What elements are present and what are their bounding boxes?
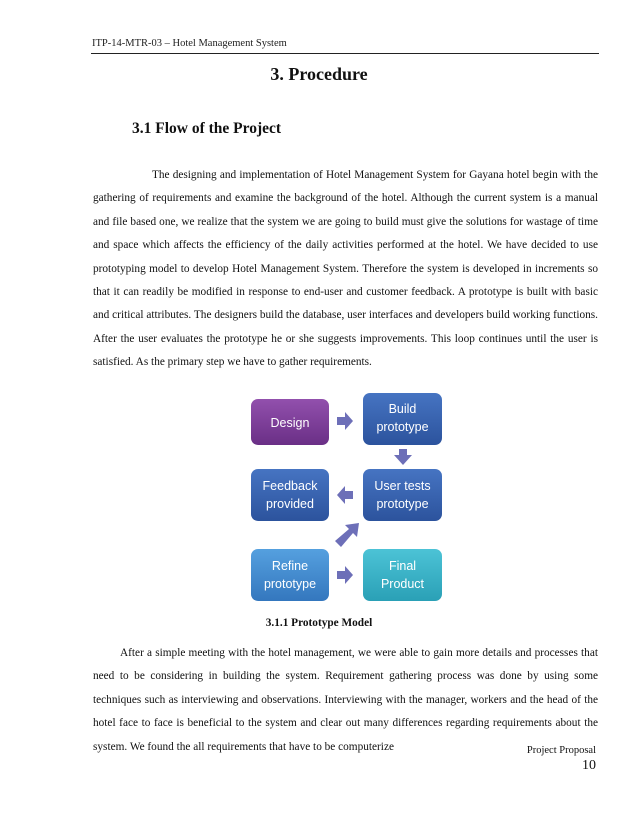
running-header: ITP-14-MTR-03 – Hotel Management System [92,38,287,49]
refine-prototype-box [251,549,329,601]
paragraph-text: The designing and implementation of Hotel Management System for Gayana hotel begin with the gathering of requirements and examine the background of the hotel. Although the current system is a manual and file based one, we realize that the system we are going to build must give the solutions for wastage of time and space which affects the efficiency of the daily activities performed at the hotel. We have decided to use prototyping model to develop Hotel Management System. Therefore the system is developed in increments so that it can readily be modified in response to end-user and customer feedback. A prototype is built with basic and critical attributes. The designers build the database, user interfaces and developers build working functions. After the user evaluates the prototype he or she suggests improvements. This loop continues until the user is satisfied. As the primary step we have to gather requirements. [93,169,598,369]
user-tests-box [363,469,442,521]
user-tests-label-line1: User tests [374,479,431,493]
final-label-line1: Final [388,559,417,573]
refine-label-line2: prototype [263,577,317,591]
paragraph-text: After a simple meeting with the hotel management, we were able to gain more details and processes that need to be considering in building the system. Requirement gathering process was done by using some techniques such as interviewing and observations. Interviewing with the manager, workers and the head of the hotel face to face is beneficial to the system and clear out many differences regarding requirements about the system. We found the all requirements that have to be computerize [93,647,598,753]
arrow-left-icon [337,486,353,504]
prototype-model-diagram [249,389,444,602]
design-label: Design [270,416,310,430]
feedback-label-line1: Feedback [262,479,318,493]
section-title: 3. Procedure [270,64,368,84]
build-label-line1: Build [388,402,417,416]
build-label-line2: prototype [376,420,429,434]
paragraph-requirements-gathering [93,642,598,759]
arrow-right-bottom-icon [337,566,353,584]
final-label-line2: Product [380,577,425,591]
header-divider [91,53,599,54]
feedback-box [251,469,329,521]
build-prototype-box [363,393,442,445]
figure-caption: 3.1.1 Prototype Model [265,617,373,629]
subsection-title: 3.1 Flow of the Project [132,120,282,137]
arrow-right-icon [337,412,353,430]
footer-label: Project Proposal [526,745,596,756]
refine-label-line1: Refine [271,559,309,573]
final-product-box [363,549,442,601]
user-tests-label-line2: prototype [376,497,429,511]
feedback-label-line2: provided [266,497,314,511]
arrow-down-icon [394,449,412,465]
design-box [251,399,329,445]
arrow-diagonal-up-right-icon [335,523,359,547]
page-number: 10 [582,758,596,773]
paragraph-flow-of-project [93,164,598,375]
